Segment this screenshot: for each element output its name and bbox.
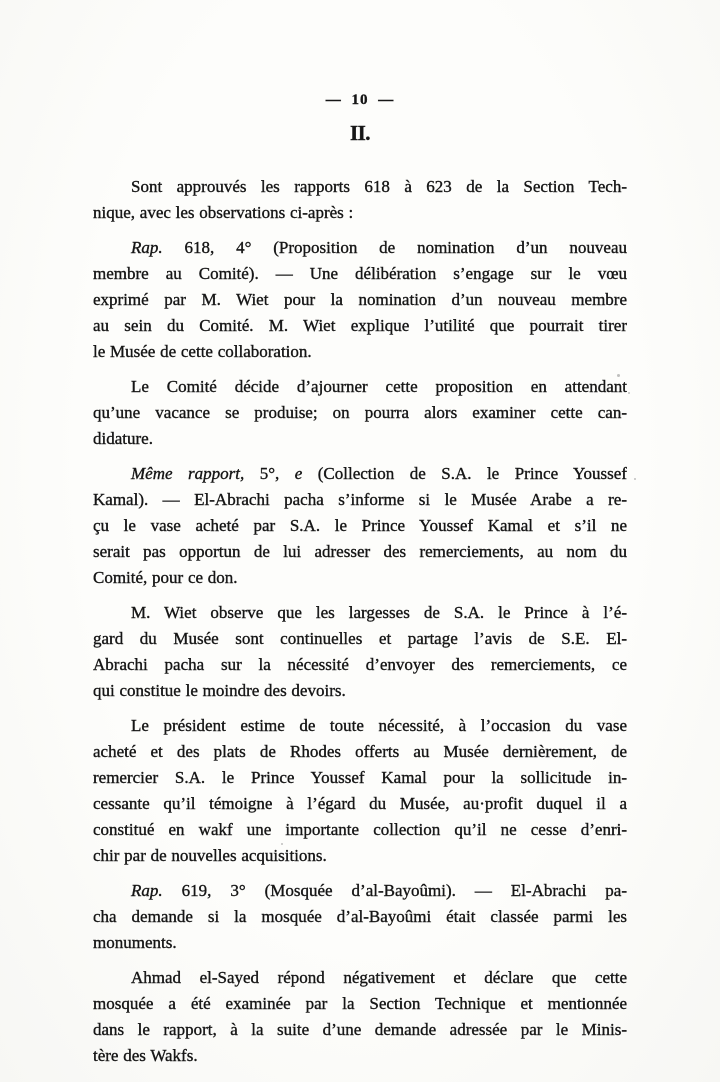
scan-speck [617,374,620,377]
text-line [93,513,627,539]
italic-text-run: Même rapport, [131,464,245,483]
text-line [93,461,627,487]
text-run: çu le vase acheté par S.A. le Prince Youssef Kamal et s’il ne [93,516,627,535]
text-line [93,817,627,843]
text-run: didature. [93,429,153,448]
text-run: Le président estime de toute nécessité, à l’occasion du vase [131,716,627,735]
text-run: Ahmad el-Sayed répond négativement et déclare que cette [131,968,627,987]
text-run: remercier S.A. le Prince Youssef Kamal pour la sollicitude in- [93,768,627,787]
paragraph [93,235,627,365]
italic-text-run: Rap. [131,238,163,257]
text-run: M. Wiet observe que les largesses de S.A. le Prince à l’é- [131,603,627,622]
text-line [93,930,627,956]
text-line [93,400,627,426]
text-run: Kamal). — El-Abrachi pacha s’informe si le Musée Arabe a re- [93,490,627,509]
text-run: 5°, [244,464,295,483]
text-run: monuments. [93,933,177,952]
text-block [93,174,627,1069]
text-run: le Musée de cette collaboration. [93,342,312,361]
text-line [93,235,627,261]
text-line [93,339,627,365]
text-line [93,313,627,339]
text-line [93,565,627,591]
text-line [93,200,627,226]
text-line [93,626,627,652]
text-line [93,539,627,565]
text-line [93,965,627,991]
text-run: mosquée a été examinée par la Section Technique et mentionnée [93,994,627,1013]
paragraph [93,374,627,452]
text-line [93,1043,627,1069]
scan-speck [628,392,630,394]
paragraph [93,461,627,591]
text-run: au sein du Comité. M. Wiet explique l’utilité que pourrait tirer [93,316,627,335]
text-run: qui constitue le moindre des devoirs. [93,681,346,700]
text-line [93,843,627,869]
text-run: serait pas opportun de lui adresser des remerciements, au nom du [93,542,627,561]
text-run: Comité, pour ce don. [93,568,238,587]
text-run: chir par de nouvelles acquisitions. [93,846,327,865]
paragraph [93,713,627,869]
text-run: constitué en wakf une importante collection qu’il ne cesse d’enri- [93,820,627,839]
text-run: tère des Wakfs. [93,1046,198,1065]
text-line [93,904,627,930]
text-run: nique, avec les observations ci-après : [93,203,354,222]
text-run: cessante qu’il témoigne à l’égard du Musée, au·profit duquel il a [93,794,627,813]
scan-speck [281,843,283,845]
text-line [93,600,627,626]
italic-text-run: Rap. [131,881,163,900]
text-run: 618, 4° (Proposition de nomination d’un nouveau [162,238,627,257]
text-line [93,487,627,513]
text-run: membre au Comité). — Une délibération s’engage sur le vœu [93,264,627,283]
text-run: 619, 3° (Mosquée d’al-Bayoûmi). — El-Abrachi pa- [162,881,627,900]
text-line [93,791,627,817]
text-run: cha demande si la mosquée d’al-Bayoûmi était classée parmi les [93,907,627,926]
text-run: acheté et des plats de Rhodes offerts au Musée dernièrement, de [93,742,627,761]
text-run: Abrachi pacha sur la nécessité d’envoyer des remerciements, ce [93,655,627,674]
text-line [93,991,627,1017]
section-heading: II. [349,121,371,145]
paragraph [93,600,627,704]
text-line [93,878,627,904]
text-run: dans le rapport, à la suite d’une demande adressée par le Minis- [93,1020,627,1039]
text-run: Le Comité décide d’ajourner cette proposition en attendant [131,377,627,396]
text-line [93,678,627,704]
paragraph [93,965,627,1069]
text-line [93,374,627,400]
text-line [93,765,627,791]
text-line [93,426,627,452]
page-number: — 10 — [325,92,395,108]
text-line [93,739,627,765]
text-run: (Collection de S.A. le Prince Youssef [302,464,627,483]
text-line [93,174,627,200]
paragraph [93,878,627,956]
text-line [93,261,627,287]
scan-speck [634,478,636,480]
text-run: exprimé par M. Wiet pour la nomination d’un nouveau membre [93,290,627,309]
text-run: gard du Musée sont continuelles et partage l’avis de S.E. El- [93,629,627,648]
italic-text-run: e [294,464,303,483]
paragraph [93,174,627,226]
text-line [93,1017,627,1043]
text-run: qu’une vacance se produise; on pourra alors examiner cette can- [93,403,627,422]
text-run: Sont approuvés les rapports 618 à 623 de la Section Tech- [131,177,627,196]
text-line [93,713,627,739]
text-line [93,287,627,313]
text-line [93,652,627,678]
